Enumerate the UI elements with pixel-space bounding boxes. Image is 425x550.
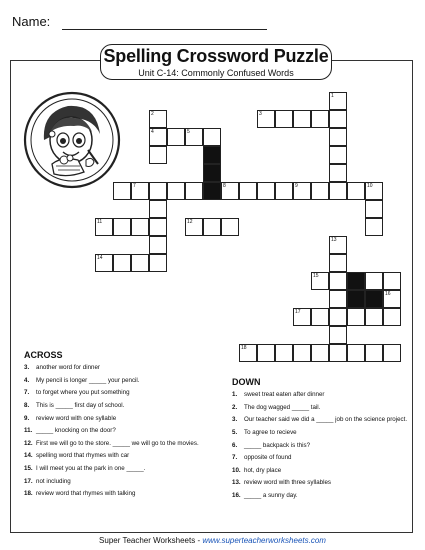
crossword-cell[interactable] (347, 272, 365, 290)
crossword-cell[interactable] (329, 128, 347, 146)
clue-number: 14. (24, 452, 33, 460)
crossword-cell[interactable] (95, 254, 113, 272)
crossword-cell[interactable] (311, 110, 329, 128)
cell-number: 13 (331, 237, 337, 243)
crossword-cell[interactable] (149, 146, 167, 164)
clue-number: 7. (24, 389, 30, 397)
down-clue (232, 467, 422, 474)
clue-number: 17. (24, 477, 33, 485)
crossword-cell[interactable] (149, 236, 167, 254)
crossword-cell[interactable] (149, 128, 167, 146)
cell-number: 14 (97, 255, 103, 261)
crossword-cell[interactable] (365, 290, 383, 308)
across-clue (24, 490, 214, 497)
crossword-cell[interactable] (239, 344, 257, 362)
down-clues (232, 379, 422, 505)
crossword-cell[interactable] (275, 110, 293, 128)
crossword-cell[interactable] (311, 182, 329, 200)
cell-number: 16 (385, 291, 391, 297)
clue-text: _____ a sunny day. (244, 491, 298, 499)
crossword-cell[interactable] (185, 182, 203, 200)
crossword-cell[interactable] (239, 182, 257, 200)
crossword-cell[interactable] (293, 344, 311, 362)
crossword-cell[interactable] (329, 308, 347, 326)
across-clue (24, 402, 214, 409)
crossword-cell[interactable] (365, 344, 383, 362)
across-clue (24, 440, 214, 447)
cell-number: 17 (295, 309, 301, 315)
clue-text: sweet treat eaten after dinner (244, 391, 325, 399)
down-clue (232, 479, 422, 486)
crossword-cell[interactable] (113, 218, 131, 236)
across-clue (24, 478, 214, 485)
clue-number: 18. (24, 490, 33, 498)
clue-number: 16. (232, 491, 241, 499)
clue-text: not including (36, 477, 71, 485)
crossword-cell[interactable] (275, 182, 293, 200)
cell-number: 11 (97, 219, 103, 225)
clue-text: another word for dinner (36, 364, 100, 372)
crossword-cell[interactable] (329, 92, 347, 110)
crossword-cell[interactable] (347, 290, 365, 308)
name-input-line[interactable] (62, 29, 267, 30)
crossword-cell[interactable] (167, 182, 185, 200)
clue-text: hot, dry place (244, 466, 282, 474)
clue-number: 7. (232, 454, 238, 462)
crossword-cell[interactable] (311, 344, 329, 362)
across-clue (24, 427, 214, 434)
crossword-cell[interactable] (149, 254, 167, 272)
crossword-cell[interactable] (347, 182, 365, 200)
clue-text: review word that rhymes with talking (36, 490, 136, 498)
name-label: Name: (12, 14, 51, 29)
clue-text: review word with three syllables (244, 479, 332, 487)
clue-number: 5. (232, 428, 238, 436)
footer (0, 536, 425, 545)
down-clue (232, 391, 422, 398)
crossword-cell[interactable] (329, 254, 347, 272)
clue-text: The dog wagged _____ tail. (244, 403, 321, 411)
crossword-cell[interactable] (149, 182, 167, 200)
student-mascot-image (22, 90, 122, 190)
clue-text: review word with one syllable (36, 414, 117, 422)
crossword-cell[interactable] (203, 146, 221, 164)
clue-number: 15. (24, 464, 33, 472)
crossword-cell[interactable] (167, 128, 185, 146)
crossword-cell[interactable] (203, 128, 221, 146)
crossword-cell[interactable] (365, 272, 383, 290)
clue-text: to forget where you put something (36, 389, 130, 397)
crossword-cell[interactable] (329, 110, 347, 128)
across-clue (24, 389, 214, 396)
cell-number: 2 (151, 111, 154, 117)
crossword-cell[interactable] (329, 326, 347, 344)
crossword-cell[interactable] (221, 182, 239, 200)
clue-number: 12. (24, 439, 33, 447)
crossword-cell[interactable] (131, 182, 149, 200)
crossword-cell[interactable] (383, 308, 401, 326)
across-clue (24, 364, 214, 371)
crossword-cell[interactable] (275, 344, 293, 362)
crossword-cell[interactable] (383, 344, 401, 362)
cell-number: 1 (331, 93, 334, 99)
clue-number: 1. (232, 391, 238, 399)
crossword-cell[interactable] (113, 254, 131, 272)
crossword-cell[interactable] (365, 200, 383, 218)
crossword-cell[interactable] (203, 218, 221, 236)
crossword-cell[interactable] (257, 110, 275, 128)
crossword-cell[interactable] (257, 344, 275, 362)
clue-text: First we will go to the store. _____ we will go to the movies. (36, 439, 199, 447)
clue-number: 6. (232, 441, 238, 449)
clue-text: Our teacher said we did a _____ job on the science project. (244, 416, 408, 424)
crossword-cell[interactable] (329, 182, 347, 200)
clue-text: opposite of found (244, 454, 292, 462)
crossword-cell[interactable] (185, 128, 203, 146)
across-clues (24, 352, 214, 503)
clue-number: 4. (24, 376, 30, 384)
crossword-cell[interactable] (329, 344, 347, 362)
clue-number: 13. (232, 479, 241, 487)
down-clue (232, 416, 422, 423)
clue-number: 9. (24, 414, 30, 422)
crossword-cell[interactable] (383, 290, 401, 308)
crossword-cell[interactable] (329, 164, 347, 182)
footer-text: Super Teacher Worksheets - (99, 536, 203, 545)
clue-text: My pencil is longer _____ your pencil. (36, 376, 140, 384)
across-clue (24, 415, 214, 422)
across-clue (24, 465, 214, 472)
crossword-cell[interactable] (293, 182, 311, 200)
crossword-cell[interactable] (293, 308, 311, 326)
crossword-cell[interactable] (149, 218, 167, 236)
crossword-cell[interactable] (203, 164, 221, 182)
across-clue (24, 377, 214, 384)
footer-url-link[interactable]: www.superteacherworksheets.com (202, 536, 326, 545)
cell-number: 5 (187, 129, 190, 135)
cell-number: 4 (151, 129, 154, 135)
clue-text: To agree to recieve (244, 428, 297, 436)
crossword-cell[interactable] (383, 272, 401, 290)
crossword-cell[interactable] (131, 218, 149, 236)
page-subtitle: Unit C-14: Commonly Confused Words (138, 68, 294, 78)
cell-number: 7 (133, 183, 136, 189)
down-clue (232, 492, 422, 499)
clue-text: spelling word that rhymes with car (36, 452, 130, 460)
cell-number: 3 (259, 111, 262, 117)
across-heading: ACROSS (24, 350, 63, 360)
crossword-cell[interactable] (347, 308, 365, 326)
cell-number: 18 (241, 345, 247, 351)
crossword-cell[interactable] (257, 182, 275, 200)
crossword-cell[interactable] (113, 182, 131, 200)
crossword-cell[interactable] (221, 218, 239, 236)
cell-number: 9 (295, 183, 298, 189)
clue-number: 3. (24, 364, 30, 372)
cell-number: 12 (187, 219, 193, 225)
title-box (100, 44, 332, 80)
clue-text: I will meet you at the park in one _____. (36, 464, 146, 472)
down-clue (232, 454, 422, 461)
across-clue (24, 452, 214, 459)
crossword-cell[interactable] (365, 308, 383, 326)
cell-number: 15 (313, 273, 319, 279)
crossword-cell[interactable] (329, 146, 347, 164)
down-clue (232, 442, 422, 449)
crossword-cell[interactable] (329, 290, 347, 308)
down-clue (232, 404, 422, 411)
crossword-cell[interactable] (329, 272, 347, 290)
down-heading: DOWN (232, 377, 261, 387)
clue-text: _____ knocking on the door? (36, 427, 116, 435)
crossword-cell[interactable] (95, 218, 113, 236)
cell-number: 8 (223, 183, 226, 189)
clue-text: _____ backpack is this? (244, 441, 311, 449)
crossword-cell[interactable] (149, 110, 167, 128)
crossword-cell[interactable] (311, 308, 329, 326)
crossword-cell[interactable] (329, 236, 347, 254)
crossword-cell[interactable] (311, 272, 329, 290)
clue-number: 3. (232, 416, 238, 424)
crossword-cell[interactable] (131, 254, 149, 272)
clue-number: 2. (232, 403, 238, 411)
clue-number: 11. (24, 427, 33, 435)
clue-number: 10. (232, 466, 241, 474)
crossword-cell[interactable] (149, 200, 167, 218)
crossword-cell[interactable] (365, 218, 383, 236)
page-title: Spelling Crossword Puzzle (103, 46, 329, 66)
crossword-cell[interactable] (365, 182, 383, 200)
crossword-cell[interactable] (185, 218, 203, 236)
down-clue (232, 429, 422, 436)
crossword-cell[interactable] (293, 110, 311, 128)
clue-number: 8. (24, 401, 30, 409)
crossword-cell[interactable] (347, 344, 365, 362)
crossword-cell[interactable] (203, 182, 221, 200)
clue-text: This is _____ first day of school. (36, 401, 125, 409)
cell-number: 10 (367, 183, 373, 189)
